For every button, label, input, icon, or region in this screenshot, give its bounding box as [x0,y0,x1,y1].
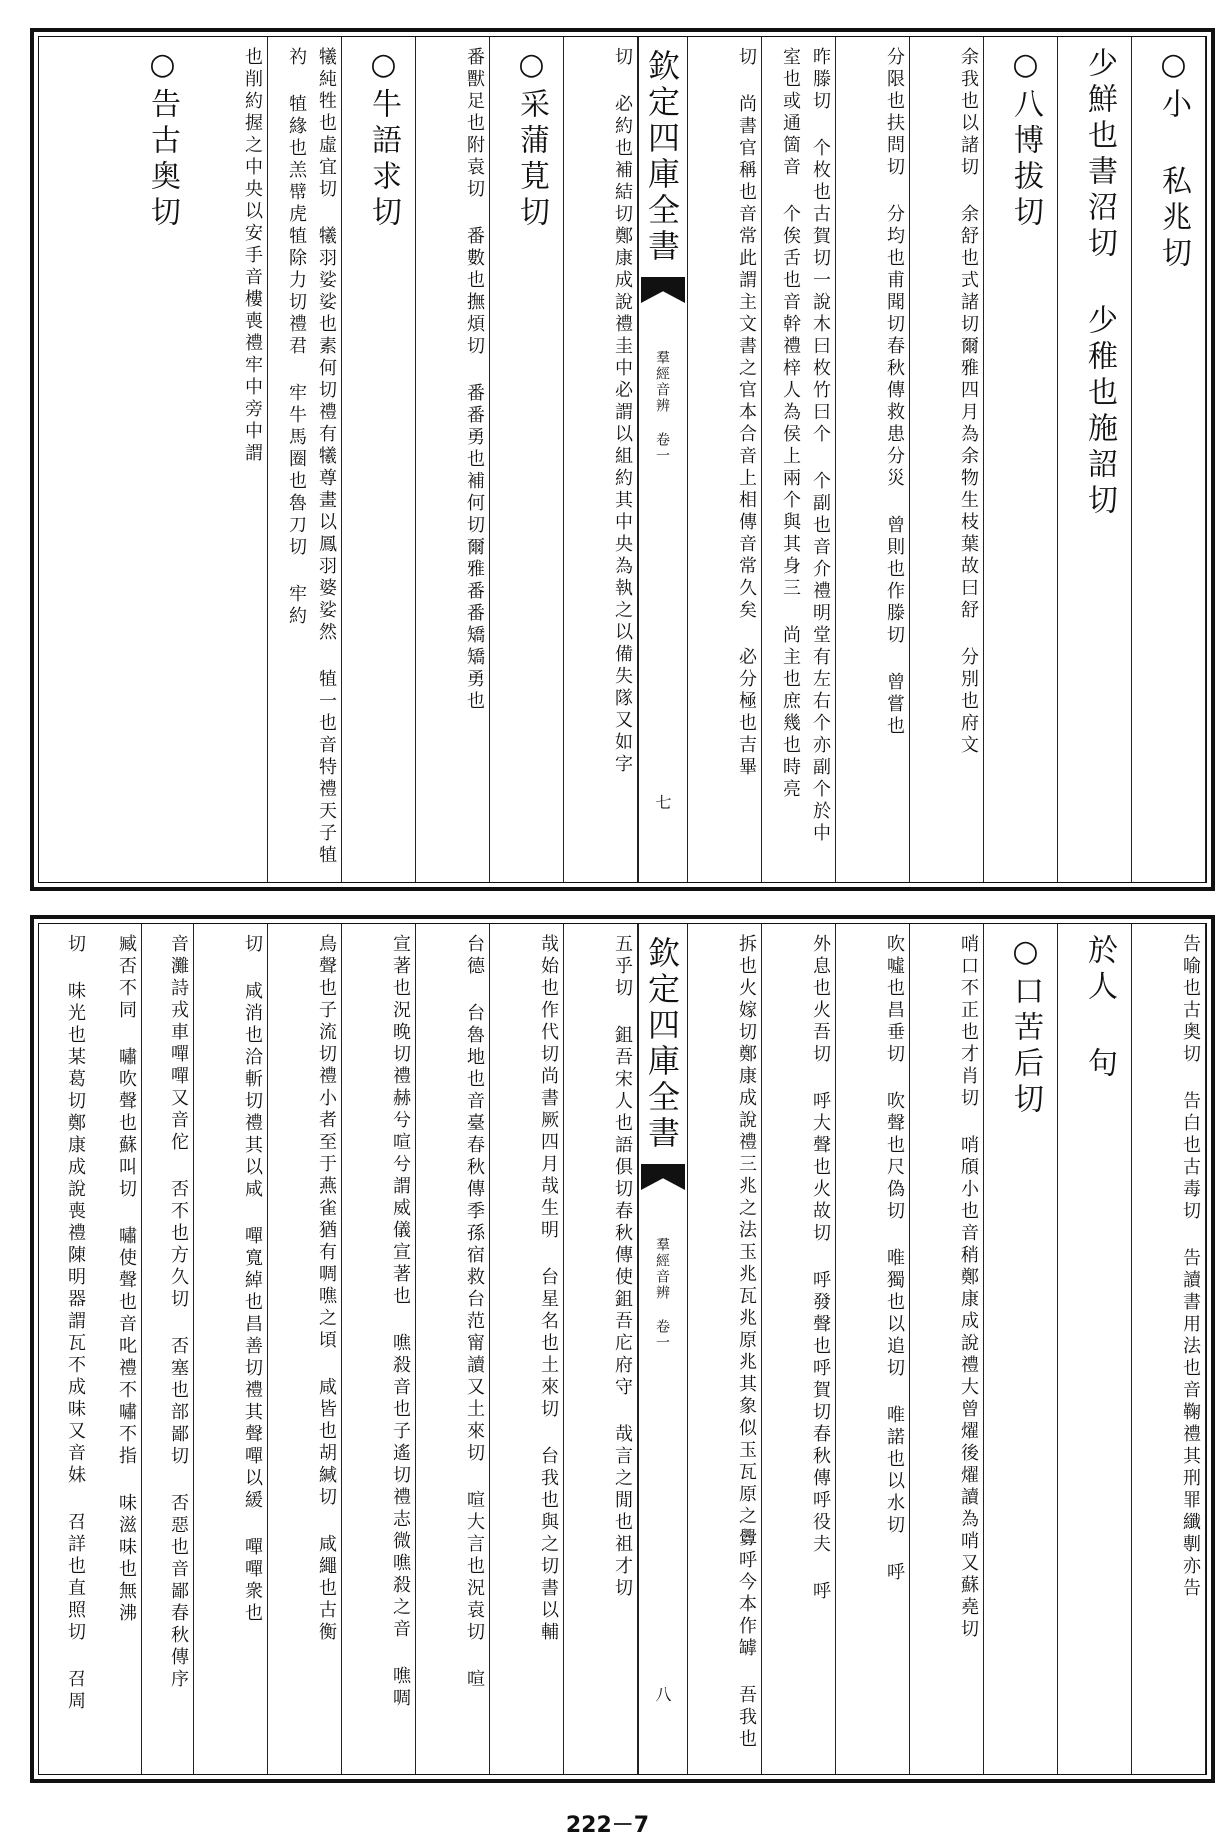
bottom-center-strip [638,924,688,1774]
top-col-4: 余我也以諸切 余舒也式諸切爾雅四月為余物生枝葉故曰舒 分別也府文 [910,37,984,882]
top-col-5: 分限也扶問切 分均也甫聞切春秋傳救患分災 曾則也作滕切 曾嘗也 [836,37,910,882]
bottom-col-13: 切 咸消也洽斬切禮其以咸 嘽寬綽也昌善切禮其聲嘽以緩 嘽嘽衆也 [194,924,268,1774]
bottom-inner-border [38,923,1207,1775]
section-title: 羣經音辨 卷一 [654,350,670,464]
book-title: 欽定四庫全書 [643,49,681,265]
folio-number: 八 [653,1686,672,1702]
bottom-col-4: 哨口不正也才肖切 哨頎小也音稍鄭康成說禮大曾燿後燿讀為哨又蘇堯切 [910,924,984,1774]
folio-number: 七 [653,794,672,810]
top-center-strip [638,37,688,882]
bottom-col-2: 於人 句 [1058,924,1132,1774]
book-title: 欽定四庫全書 [643,936,681,1152]
bottom-col-6: 外息也火吾切 呼大聲也火故切 呼發聲也呼賀切春秋傳呼役夫 呼 [762,924,836,1774]
section-title: 羣經音辨 卷一 [654,1237,670,1351]
top-col-3: ○八博拔切 [984,37,1058,882]
page-number: 222－7 [565,1813,650,1838]
top-col-10: 番獸足也附袁切 番數也撫煩切 番番勇也補何切爾雅番番矯矯勇也 [416,37,490,882]
bottom-col-7: 拆也火嫁切鄭康成說禮三兆之法玉兆瓦兆原兆其象似玉瓦原之釁呼今本作罅 吾我也 [688,924,762,1774]
bottom-col-12: 鳥聲也子流切禮小者至于燕雀猶有啁噍之頃 咸皆也胡緘切 咸繩也古衡 [268,924,342,1774]
bottom-col-8: 五乎切 鉏吾宋人也語俱切春秋傳使鉏吾庀府守 哉言之閒也祖才切 [564,924,638,1774]
bottom-col-15: 臧否不同 嘯吹聲也蘇叫切 嘯使聲也音叱禮不嘯不指 味滋味也無沸 [90,924,142,1774]
top-col-14: ○告古奥切 [145,47,180,232]
top-col-12: 犧純牲也虛宜切 犧羽娑娑也素何切禮有犧尊畫以鳳羽婆娑然 犆一也音特禮天子犆礿 犆緣也羔幦虎犆除力切禮君 牢牛馬圈也魯刀切 牢約 [268,37,342,882]
top-col-7: 切 尚書官稱也音常此謂主文書之官本合音上相傳音常久矣 必分極也吉畢 [688,37,762,882]
top-col-8: 切 必約也補結切鄭康成說禮圭中必謂以組約其中央為執之以備失隊又如字 [564,37,638,882]
top-inner-border [38,36,1207,883]
bottom-col-14: 音灘詩戎車嘽嘽又音佗 否不也方久切 否塞也部鄙切 否惡也音鄙春秋傳序 [142,924,194,1774]
fish-tail-mark [641,277,685,303]
top-col-9: ○采蒲莧切 [490,37,564,882]
top-col-1: ○小 私兆切 [1132,37,1206,882]
top-col-11: ○牛語求切 [342,37,416,882]
bottom-col-11: 宣著也況晚切禮赫兮喧兮謂威儀宣著也 噍殺音也子遙切禮志微噍殺之音 噍啁 [342,924,416,1774]
bottom-col-3: ○口苦后切 [984,924,1058,1774]
top-col-6: 昨滕切 个枚也古賀切一說木曰枚竹曰个 个副也音介禮明堂有左右个亦副个於中 室也或通箇音 个俟舌也音幹禮梓人為侯上兩个與其身三 尚主也庶幾也時亮 [762,37,836,882]
bottom-col-9: 哉始也作代切尚書厥四月哉生明 台星名也土來切 台我也與之切書以輔 [490,924,564,1774]
bottom-col-1: 告喻也古奥切 告白也古毒切 告讀書用法也音鞠禮其刑罪纖剸亦告 [1132,924,1206,1774]
top-col-13: 也削約握之中央以安手音樓喪禮牢中旁中謂 [194,37,268,882]
bottom-col-5: 吹噓也昌垂切 吹聲也尺偽切 唯獨也以追切 唯諾也以水切 呼 [836,924,910,1774]
fish-tail-mark [641,1164,685,1190]
top-col-2: 少鮮也書沼切 少稚也施詔切 [1058,37,1132,882]
bottom-col-10: 台德 台魯地也音臺春秋傳季孫宿救台范甯讀又土來切 喧大言也況袁切 喧 [416,924,490,1774]
bottom-col-16: 切 味光也某葛切鄭康成說喪禮陳明器謂瓦不成味又音妹 召詳也直照切 召周 [65,934,86,1713]
